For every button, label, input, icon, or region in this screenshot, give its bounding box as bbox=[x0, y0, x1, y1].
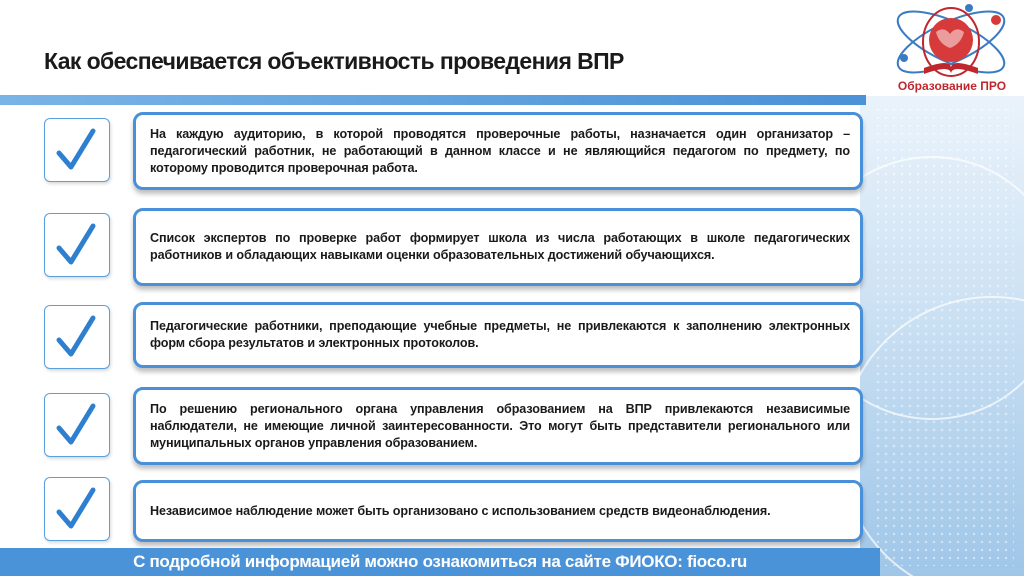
checkmark-icon bbox=[51, 482, 103, 536]
checkmark-icon bbox=[51, 310, 103, 364]
checkmark-box bbox=[44, 118, 110, 182]
checkmark-box bbox=[44, 305, 110, 369]
footer-banner: С подробной информацией можно ознакомиться на сайте ФИОКО: fioco.ru bbox=[0, 548, 880, 576]
logo-text: Образование ПРО bbox=[897, 79, 1007, 93]
info-card bbox=[133, 112, 863, 190]
checkmark-box bbox=[44, 213, 110, 277]
info-card bbox=[133, 302, 863, 368]
info-card-text: Педагогические работники, преподающие учебные предметы, не привлекаются к заполнению электронных форм сбора результатов и электронных протоколов. bbox=[150, 319, 850, 350]
page-title: Как обеспечивается объективность проведения ВПР bbox=[44, 48, 624, 74]
checkmark-box bbox=[44, 393, 110, 457]
info-card-text: На каждую аудиторию, в которой проводятся проверочные работы, назначается один организатор – педагогический работник, не работающий в данном классе и не являющийся педагогом по предмету, по которому проводится проверочная работа. bbox=[150, 126, 850, 175]
decorative-background bbox=[860, 96, 1024, 576]
info-card-text: Список экспертов по проверке работ формирует школа из числа работающих в школе педагогических работников и обладающих навыками оценки образовательных достижений обучающихся. bbox=[150, 231, 850, 262]
checkmark-icon bbox=[51, 123, 103, 177]
info-card bbox=[133, 480, 863, 542]
checkmark-icon bbox=[51, 398, 103, 452]
info-card bbox=[133, 208, 863, 286]
info-card-text: Независимое наблюдение может быть организовано с использованием средств видеонаблюдения. bbox=[150, 503, 771, 518]
checkmark-icon bbox=[51, 218, 103, 272]
title-underline-bar bbox=[0, 95, 866, 105]
checkmark-box bbox=[44, 477, 110, 541]
info-card-text: По решению регионального органа управления образованием на ВПР привлекаются независимые наблюдатели, не имеющие личной заинтересованности. Это могут быть представители регионального или муниципальных органов управления образованием. bbox=[150, 401, 850, 450]
info-card bbox=[133, 387, 863, 465]
